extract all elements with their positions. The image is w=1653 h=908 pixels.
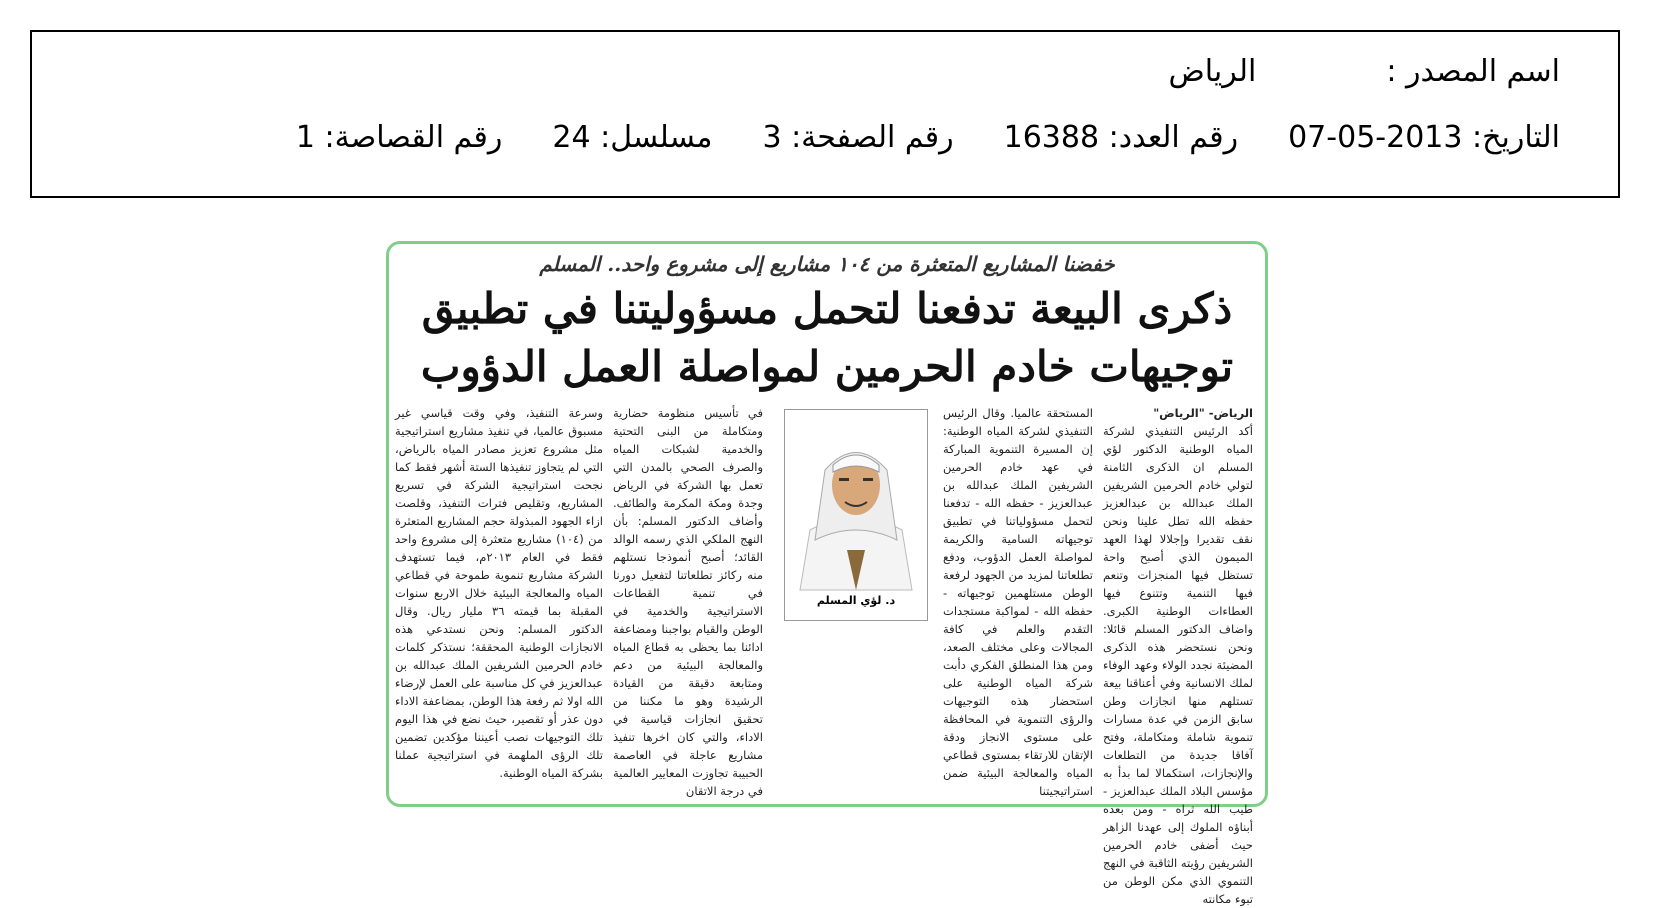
source-info-box bbox=[30, 30, 1620, 198]
column-1-text: أكد الرئيس التنفيذي لشركة المياه الوطنية الدكتور لؤي المسلم ان الذكرى الثامنة لتولي خادم الحرمين الشريفين الملك عبدالله بن عبدالعزيز حفظه الله تطل علينا ونحن نقف تقديرا وإجلالا لهذا العهد الميمون الذي أصبح واحة تستظل فيها المنجزات وتنعم فيها التنمية وتتنوع فيها العطاءات الوطنية الكبرى. واضاف الدكتور المسلم قائلا: ونحن نستحضر هذه الذكرى المضيئة نجدد الولاء وعهد الوفاء لملك الانسانية وفي أعناقنا بيعة تستلهم منها انجازات وطن سابق الزمن في عدة مسارات تنموية شاملة ومتكاملة، وفتح آفاقا جديدة من التطلعات والإنجازات، استكمالا لما بدأ به مؤسس البلاد الملك عبدالعزيز - طيب الله ثراه - ومن بعده أبناؤه الملوك إلى عهدنا الزاهر حيث أضفى خادم الحرمين الشريفين رؤيته الثاقبة في النهج التنموي الذي مكن الوطن من تبوء مكانته bbox=[1103, 424, 1253, 906]
headline-line-2: توجيهات خادم الحرمين لمواصلة العمل الدؤوب bbox=[420, 342, 1234, 391]
source-label: اسم المصدر : bbox=[1386, 54, 1560, 89]
date-field: التاريخ: 2013-05-07 bbox=[1288, 120, 1560, 155]
source-value: الرياض bbox=[1168, 54, 1257, 89]
photo-caption: د. لؤي المسلم bbox=[816, 594, 896, 607]
source-row bbox=[1169, 54, 1560, 89]
headline-line-1: ذكرى البيعة تدفعنا لتحمل مسؤوليتنا في تطبيق bbox=[421, 284, 1233, 333]
article-column-2: المستحقة عالميا. وقال الرئيس التنفيذي لشركة المياه الوطنية: إن المسيرة التنموية المباركة في عهد خادم الحرمين الشريفين الملك عبدالله بن عبدالعزيز - حفظه الله - تدفعنا لتحمل مسؤولياتنا في تطبيق توجيهاته السامية والكريمة لمواصلة العمل الدؤوب، ودفع تطلعاتنا لمزيد من الجهود لرفعة الوطن مستلهمين توجيهاته - حفظه الله - لمواكبة مستجدات التقدم والعلم في كافة المجالات وعلى مختلف الصعد، ومن هذا المنطلق الفكري دأبت شركة المياه الوطنية على استحضار هذه التوجيهات والرؤى التنموية في المحافظة على مستوى الانجاز ودقة الإتقان للارتقاء بمستوى قطاعي المياه والمعالجة البيئية ضمن استراتيجيتنا bbox=[943, 406, 1093, 798]
issue-details-row bbox=[296, 120, 1560, 155]
article-column-1 bbox=[1103, 404, 1253, 906]
article-kicker: خفضنا المشاريع المتعثرة من ١٠٤ مشاريع إلى مشروع واحد.. المسلم bbox=[539, 252, 1115, 276]
article-headline bbox=[389, 280, 1265, 396]
article-column-4: وسرعة التنفيذ، وفي وقت قياسي غير مسبوق عالميا، في تنفيذ مشاريع استراتيجية مثل مشروع تعزيز مصادر المياه بالرياض، التي لم يتجاوز تنفيذها الستة أشهر فقط كما نجحت استراتيجية الشركة في تسريع المشاريع، وتقليص فترات التنفيذ، وقلصت ازاء الجهود المبذولة حجم المشاريع المتعثرة من (١٠٤) مشاريع متعثرة إلى مشروع واحد فقط في العام ٢٠١٣م، فيما تستهدف الشركة مشاريع تنموية طموحة في قطاعي المياه والمعالجة البيئية خلال الاربع سنوات المقبلة بما قيمته ٣٦ مليار ريال. وقال الدكتور المسلم: ونحن نستدعي هذه الانجازات الوطنية المحققة؛ نستذكر كلمات خادم الحرمين الشريفين الملك عبدالله بن عبدالعزيز في كل مناسبة على العمل لإرضاء الله اولا ثم رفعة هذا الوطن، بمضاعفة الاداء دون عذر أو تقصير، حيث نضع في هذا اليوم تلك التوجيهات نصب أعيننا مؤكدين تضمين تلك الرؤى الملهمة في استراتيجية عملنا بشركة المياه الوطنية. bbox=[395, 406, 604, 780]
article-dateline: الرياض- "الرياض" bbox=[1153, 406, 1253, 420]
serial-field: مسلسل: 24 bbox=[552, 120, 713, 155]
page-number-field: رقم الصفحة: 3 bbox=[762, 120, 954, 155]
issue-number-field: رقم العدد: 16388 bbox=[1003, 120, 1239, 155]
clip-number-field: رقم القصاصة: 1 bbox=[295, 120, 503, 155]
portrait-image bbox=[785, 410, 927, 590]
portrait-photo bbox=[784, 409, 928, 621]
article-column-3: في تأسيس منظومة حضارية ومتكاملة من البنى التحتية والخدمية لشبكات المياه والصرف الصحي بالمدن التي تعمل بها الشركة في الرياض وجدة ومكة المكرمة والطائف. وأضاف الدكتور المسلم: بأن النهج الملكي الذي رسمه الوالد القائد؛ أصبح أنموذجا نستلهم منه ركائز تطلعاتنا لتفعيل دورنا في تنمية القطاعات الاستراتيجية والخدمية في الوطن والقيام بواجبنا ومضاعفة ادائنا بما يحظى به قطاع المياه والمعالجة البيئية من دعم ومتابعة دقيقة من القيادة الرشيدة وهو ما مكننا من تحقيق انجازات قياسية في الاداء، والتي كان اخرها تنفيذ مشاريع عاجلة في العاصمة الحبيبة تجاوزت المعايير العالمية في درجة الاتقان bbox=[613, 406, 763, 798]
newspaper-clipping bbox=[386, 241, 1268, 906]
